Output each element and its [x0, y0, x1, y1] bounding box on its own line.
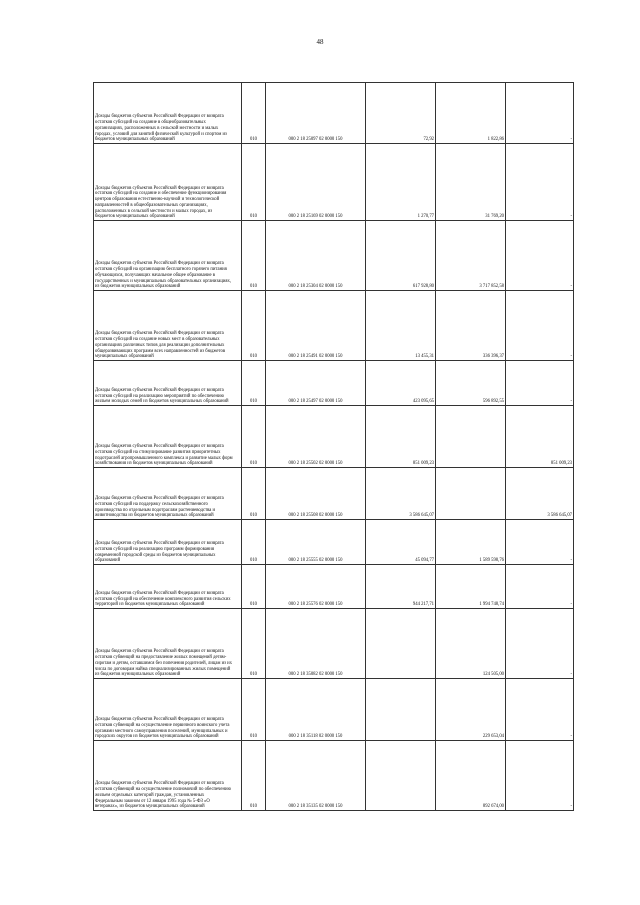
admin-code: 010	[242, 221, 266, 291]
amount-col1	[366, 741, 436, 811]
row-description: Доходы бюджетов субъектов Российской Федерации от возврата остатков субсидий на поддержку сельскохозяйственного производства по отдельным подотраслям растениеводства и животноводства из бюджетов муниципальных образований	[94, 468, 242, 520]
budget-classification-code: 000 2 18 25491 02 0000 150	[266, 291, 366, 361]
page-number: 48	[316, 38, 324, 46]
table-row	[94, 361, 574, 406]
amount-col3: 851 009,23	[506, 406, 574, 468]
row-description: Доходы бюджетов субъектов Российской Федерации от возврата остатков субсидий на создание в общеобразовательных организациях, расположенных в сельской местности и малых городах, условий для занятий физической культурой и спортом из бюджетов муниципальных образований	[94, 83, 242, 144]
amount-col3: -	[506, 361, 574, 406]
table-row	[94, 221, 574, 291]
amount-col2	[436, 468, 506, 520]
table-row	[94, 406, 574, 468]
row-description: Доходы бюджетов субъектов Российской Федерации от возврата остатков субсидий на обеспечение комплексного развития сельских территорий из бюджетов муниципальных образований	[94, 565, 242, 609]
amount-col1: 13 455,31	[366, 291, 436, 361]
amount-col2	[436, 406, 506, 468]
amount-col3: -	[506, 741, 574, 811]
budget-classification-code: 000 2 18 25169 02 0000 150	[266, 144, 366, 221]
budget-classification-code: 000 2 18 35135 02 0000 150	[266, 741, 366, 811]
budget-classification-code: 000 2 18 25502 02 0000 150	[266, 406, 366, 468]
budget-classification-code: 000 2 18 25497 02 0000 150	[266, 361, 366, 406]
amount-col1: 45 094,77	[366, 520, 436, 565]
amount-col3: -	[506, 520, 574, 565]
admin-code: 010	[242, 144, 266, 221]
row-description: Доходы бюджетов субъектов Российской Федерации от возврата остатков субсидий на реализацию программ формирования современной городской среды из бюджетов муниципальных образований	[94, 520, 242, 565]
admin-code: 010	[242, 565, 266, 609]
table-row	[94, 679, 574, 741]
admin-code: 010	[242, 83, 266, 144]
amount-col2: 596 892,55	[436, 361, 506, 406]
budget-classification-code: 000 2 18 25097 02 0000 150	[266, 83, 366, 144]
budget-classification-code: 000 2 18 25508 02 0000 150	[266, 468, 366, 520]
amount-col3: -	[506, 291, 574, 361]
table-row	[94, 520, 574, 565]
budget-classification-code: 000 2 18 25304 02 0000 150	[266, 221, 366, 291]
amount-col1	[366, 609, 436, 679]
amount-col2: 1 822,86	[436, 83, 506, 144]
row-description: Доходы бюджетов субъектов Российской Федерации от возврата остатков субсидий на создание новых мест в образовательных организациях различных типов для реализации дополнительных общеразвивающих программ всех направленностей из бюджетов муниципальных образований	[94, 291, 242, 361]
amount-col2: 1 994 748,74	[436, 565, 506, 609]
budget-classification-code: 000 2 18 35082 02 0000 150	[266, 609, 366, 679]
amount-col1: 944 217,71	[366, 565, 436, 609]
amount-col2: 1 589 598,76	[436, 520, 506, 565]
budget-classification-code: 000 2 18 25555 02 0000 150	[266, 520, 366, 565]
admin-code: 010	[242, 291, 266, 361]
row-description: Доходы бюджетов субъектов Российской Федерации от возврата остатков субвенций на осуществление первичного воинского учета органами местного самоуправления поселений, муниципальных и городских округов из бюджетов муниципальных образований	[94, 679, 242, 741]
row-description: Доходы бюджетов субъектов Российской Федерации от возврата остатков субвенций на предоставление жилых помещений детям-сиротам и детям, оставшимся без попечения родителей, лицам из их числа по договорам найма специализированных жилых помещений из бюджетов муниципальных образований	[94, 609, 242, 679]
budget-table	[93, 82, 574, 811]
amount-col2: 229 653,04	[436, 679, 506, 741]
admin-code: 010	[242, 520, 266, 565]
row-description: Доходы бюджетов субъектов Российской Федерации от возврата остатков субсидий на реализацию мероприятий по обеспечению жильем молодых семей из бюджетов муниципальных образований	[94, 361, 242, 406]
admin-code: 010	[242, 741, 266, 811]
admin-code: 010	[242, 361, 266, 406]
table-row	[94, 741, 574, 811]
amount-col2: 31 769,20	[436, 144, 506, 221]
amount-col1: 3 586 645,07	[366, 468, 436, 520]
amount-col3: -	[506, 83, 574, 144]
amount-col1: 423 095,65	[366, 361, 436, 406]
amount-col2: 3 717 852,58	[436, 221, 506, 291]
table-row	[94, 468, 574, 520]
amount-col3: -	[506, 144, 574, 221]
amount-col1	[366, 679, 436, 741]
admin-code: 010	[242, 468, 266, 520]
admin-code: 010	[242, 406, 266, 468]
amount-col3: -	[506, 565, 574, 609]
row-description: Доходы бюджетов субъектов Российской Федерации от возврата остатков субсидий на стимулирование развития приоритетных подотраслей агропромышленного комплекса и развитие малых форм хозяйствования из бюджетов муниципальных образований	[94, 406, 242, 468]
amount-col1: 851 009,23	[366, 406, 436, 468]
table-row	[94, 83, 574, 144]
table-row	[94, 144, 574, 221]
admin-code: 010	[242, 679, 266, 741]
admin-code: 010	[242, 609, 266, 679]
amount-col1: 72,92	[366, 83, 436, 144]
row-description: Доходы бюджетов субъектов Российской Федерации от возврата остатков субвенций на осуществление полномочий по обеспечению жильем отдельных категорий граждан, установленных Федеральным законом от 12 января 1995 года № 5-ФЗ «О ветеранах», из бюджетов муниципальных образований	[94, 741, 242, 811]
row-description: Доходы бюджетов субъектов Российской Федерации от возврата остатков субсидий на создание и обеспечение функционирования центров образования естественно-научной и технологической направленностей в общеобразовательных организациях, расположенных в сельской местности и малых городах, из бюджетов муниципальных образований	[94, 144, 242, 221]
row-description: Доходы бюджетов субъектов Российской Федерации от возврата остатков субсидий на организацию бесплатного горячего питания обучающихся, получающих начальное общее образование в государственных и муниципальных образовательных организациях, из бюджетов муниципальных образований	[94, 221, 242, 291]
amount-col1: 617 928,80	[366, 221, 436, 291]
amount-col3: -	[506, 679, 574, 741]
budget-classification-code: 000 2 18 25576 02 0000 150	[266, 565, 366, 609]
amount-col1: 1 270,77	[366, 144, 436, 221]
table-row	[94, 609, 574, 679]
amount-col3: -	[506, 609, 574, 679]
amount-col2: 124 505,00	[436, 609, 506, 679]
amount-col3: -	[506, 221, 574, 291]
budget-classification-code: 000 2 18 35118 02 0000 150	[266, 679, 366, 741]
table-row	[94, 565, 574, 609]
table-row	[94, 291, 574, 361]
amount-col3: 3 586 645,07	[506, 468, 574, 520]
amount-col2: 892 674,00	[436, 741, 506, 811]
amount-col2: 336 396,37	[436, 291, 506, 361]
